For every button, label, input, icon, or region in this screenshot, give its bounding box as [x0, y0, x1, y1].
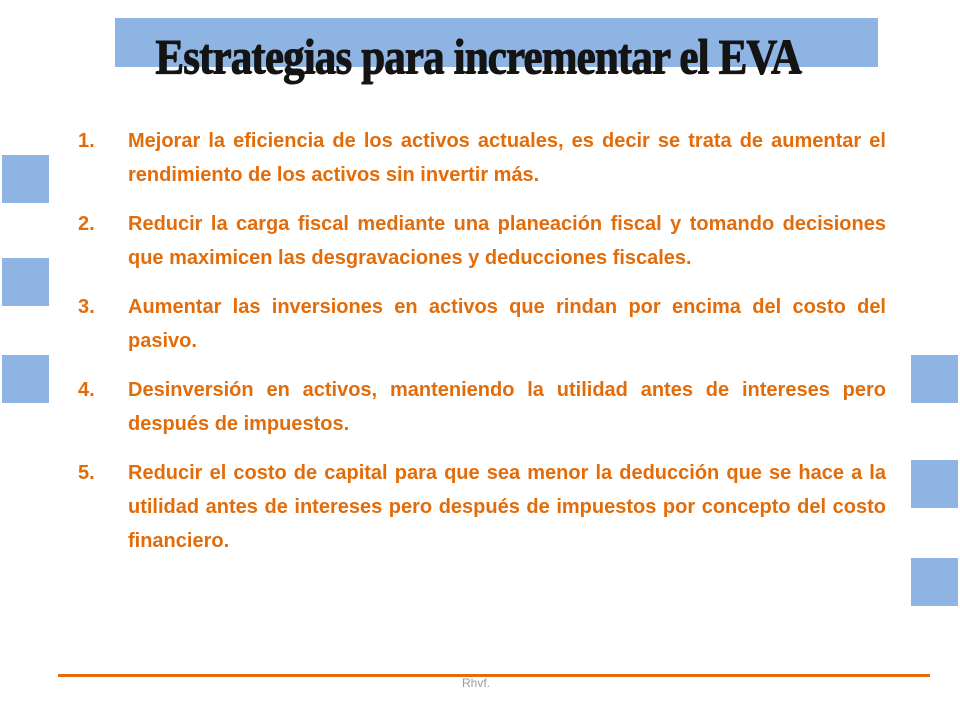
- strategy-list: [78, 124, 886, 573]
- item-number: 3.: [78, 296, 95, 318]
- list-item: [78, 456, 886, 558]
- item-number: 1.: [78, 130, 95, 152]
- list-item: [78, 373, 886, 441]
- item-text: Desinversión en activos, manteniendo la utilidad antes de intereses pero después de impuestos.: [128, 379, 886, 435]
- list-item: [78, 124, 886, 192]
- footer-text: Rhvf.: [462, 676, 491, 690]
- list-item: [78, 207, 886, 275]
- decor-square-right-1: [911, 355, 958, 403]
- item-number: 5.: [78, 462, 95, 484]
- decor-square-right-3: [911, 558, 958, 606]
- decor-square-left-2: [2, 258, 49, 306]
- item-text: Reducir la carga fiscal mediante una planeación fiscal y tomando decisiones que maximicen las desgravaciones y deducciones fiscales.: [128, 213, 886, 269]
- item-text: Mejorar la eficiencia de los activos actuales, es decir se trata de aumentar el rendimiento de los activos sin invertir más.: [128, 130, 886, 186]
- slide-title: Estrategias para incrementar el EVA: [155, 28, 801, 84]
- list-item: [78, 290, 886, 358]
- footer-divider: [58, 674, 930, 677]
- item-number: 2.: [78, 213, 95, 235]
- item-text: Aumentar las inversiones en activos que rindan por encima del costo del pasivo.: [128, 296, 886, 352]
- decor-square-right-2: [911, 460, 958, 508]
- item-text: Reducir el costo de capital para que sea menor la deducción que se hace a la utilidad antes de intereses pero después de impuestos por concepto del costo financiero.: [128, 462, 886, 552]
- decor-square-left-1: [2, 155, 49, 203]
- item-number: 4.: [78, 379, 95, 401]
- decor-square-left-3: [2, 355, 49, 403]
